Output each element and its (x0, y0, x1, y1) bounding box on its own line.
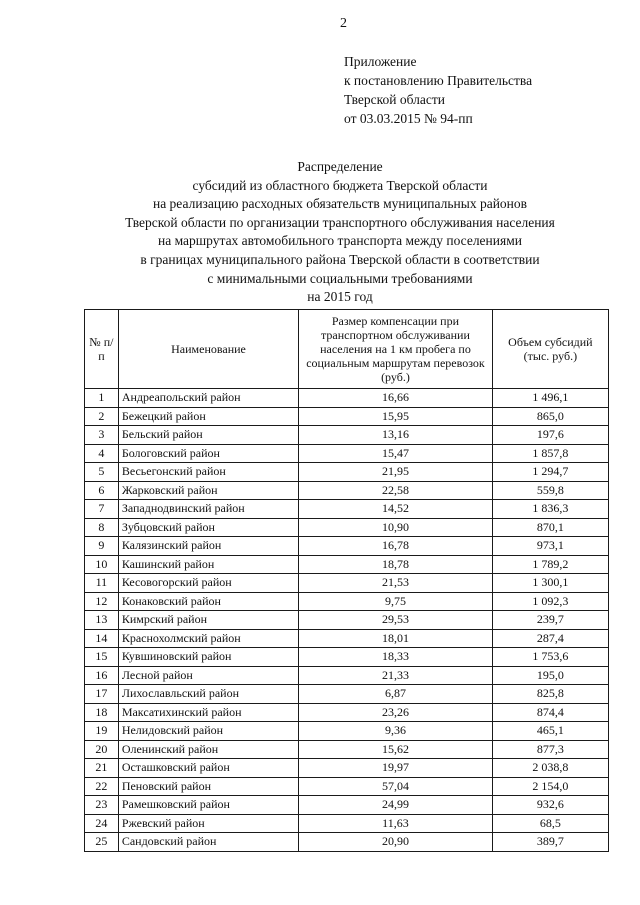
row-number: 6 (85, 481, 119, 500)
compensation-rate: 24,99 (299, 796, 493, 815)
table-row (85, 629, 609, 648)
district-name: Кашинский район (118, 555, 298, 574)
district-name: Весьегонский район (118, 463, 298, 482)
title-line: на реализацию расходных обязательств муниципальных районов (152, 196, 528, 212)
table-row (85, 389, 609, 408)
district-name: Бежецкий район (118, 407, 298, 426)
table-row (85, 648, 609, 667)
table-row (85, 500, 609, 519)
subsidy-amount: 559,8 (492, 481, 608, 500)
compensation-rate: 9,75 (299, 592, 493, 611)
subsidy-amount: 870,1 (492, 518, 608, 537)
row-number: 1 (85, 389, 119, 408)
district-name: Оленинский район (118, 740, 298, 759)
district-name: Калязинский район (118, 537, 298, 556)
header-num: № п/п (85, 310, 119, 389)
table-row (85, 537, 609, 556)
table-row (85, 722, 609, 741)
table-row (85, 426, 609, 445)
title-line: на 2015 год (307, 289, 373, 305)
row-number: 5 (85, 463, 119, 482)
subsidy-amount: 874,4 (492, 703, 608, 722)
title-line: в границах муниципального района Тверской области в соответствии (140, 251, 540, 267)
district-name: Бельский район (118, 426, 298, 445)
district-name: Кимрский район (118, 611, 298, 630)
subsidy-amount: 68,5 (492, 814, 608, 833)
district-name: Пеновский район (118, 777, 298, 796)
district-name: Ржевский район (118, 814, 298, 833)
district-name: Кувшиновский район (118, 648, 298, 667)
compensation-rate: 21,95 (299, 463, 493, 482)
document-title (60, 158, 620, 307)
district-name: Нелидовский район (118, 722, 298, 741)
subsidy-amount: 287,4 (492, 629, 608, 648)
compensation-rate: 16,78 (299, 537, 493, 556)
district-name: Андреапольский район (118, 389, 298, 408)
table-row (85, 759, 609, 778)
table-row (85, 814, 609, 833)
title-line: Тверской области по организации транспортного обслуживания населения (125, 214, 555, 230)
subsidy-amount: 1 294,7 (492, 463, 608, 482)
subsidy-amount: 865,0 (492, 407, 608, 426)
header-subsidy: Объем субсидий (тыс. руб.) (492, 310, 608, 389)
row-number: 10 (85, 555, 119, 574)
compensation-rate: 15,47 (299, 444, 493, 463)
table-row (85, 740, 609, 759)
compensation-rate: 29,53 (299, 611, 493, 630)
table-row (85, 833, 609, 852)
district-name: Кесовогорский район (118, 574, 298, 593)
district-name: Бологовский район (118, 444, 298, 463)
row-number: 11 (85, 574, 119, 593)
row-number: 12 (85, 592, 119, 611)
compensation-rate: 16,66 (299, 389, 493, 408)
row-number: 19 (85, 722, 119, 741)
compensation-rate: 19,97 (299, 759, 493, 778)
compensation-rate: 23,26 (299, 703, 493, 722)
table-row (85, 555, 609, 574)
subsidy-amount: 195,0 (492, 666, 608, 685)
title-line: субсидий из областного бюджета Тверской области (192, 177, 488, 193)
compensation-rate: 21,53 (299, 574, 493, 593)
table-header-row (85, 310, 609, 389)
subsidy-amount: 877,3 (492, 740, 608, 759)
district-name: Конаковский район (118, 592, 298, 611)
table-row (85, 666, 609, 685)
subsidy-amount: 1 753,6 (492, 648, 608, 667)
subsidy-amount: 1 496,1 (492, 389, 608, 408)
subsidy-amount: 2 038,8 (492, 759, 608, 778)
row-number: 24 (85, 814, 119, 833)
district-name: Зубцовский район (118, 518, 298, 537)
subsidy-amount: 932,6 (492, 796, 608, 815)
row-number: 13 (85, 611, 119, 630)
compensation-rate: 13,16 (299, 426, 493, 445)
table-row (85, 777, 609, 796)
page-number: 2 (340, 16, 347, 31)
table-row (85, 703, 609, 722)
compensation-rate: 10,90 (299, 518, 493, 537)
compensation-rate: 6,87 (299, 685, 493, 704)
district-name: Рамешковский район (118, 796, 298, 815)
row-number: 4 (85, 444, 119, 463)
compensation-rate: 18,78 (299, 555, 493, 574)
table-row (85, 611, 609, 630)
appendix-line: Приложение (344, 54, 417, 69)
district-name: Лесной район (118, 666, 298, 685)
title-line: на маршрутах автомобильного транспорта между поселениями (158, 233, 522, 249)
row-number: 3 (85, 426, 119, 445)
appendix-line: от 03.03.2015 № 94-пп (344, 111, 473, 126)
row-number: 14 (85, 629, 119, 648)
subsidy-amount: 973,1 (492, 537, 608, 556)
district-name: Западнодвинский район (118, 500, 298, 519)
row-number: 25 (85, 833, 119, 852)
subsidy-amount: 389,7 (492, 833, 608, 852)
compensation-rate: 22,58 (299, 481, 493, 500)
table-row (85, 518, 609, 537)
subsidy-amount: 1 836,3 (492, 500, 608, 519)
district-name: Максатихинский район (118, 703, 298, 722)
row-number: 15 (85, 648, 119, 667)
compensation-rate: 21,33 (299, 666, 493, 685)
row-number: 21 (85, 759, 119, 778)
compensation-rate: 11,63 (299, 814, 493, 833)
row-number: 17 (85, 685, 119, 704)
subsidy-amount: 1 857,8 (492, 444, 608, 463)
compensation-rate: 14,52 (299, 500, 493, 519)
district-name: Лихославльский район (118, 685, 298, 704)
compensation-rate: 18,01 (299, 629, 493, 648)
compensation-rate: 18,33 (299, 648, 493, 667)
table-row (85, 685, 609, 704)
subsidy-amount: 825,8 (492, 685, 608, 704)
compensation-rate: 15,62 (299, 740, 493, 759)
appendix-line: Тверской области (344, 92, 445, 107)
subsidy-amount: 465,1 (492, 722, 608, 741)
title-line: Распределение (297, 159, 383, 174)
table-row (85, 592, 609, 611)
row-number: 2 (85, 407, 119, 426)
appendix-line: к постановлению Правительства (344, 73, 533, 88)
table-body (85, 389, 609, 852)
subsidy-amount: 197,6 (492, 426, 608, 445)
subsidy-amount: 239,7 (492, 611, 608, 630)
subsidy-amount: 1 092,3 (492, 592, 608, 611)
subsidy-amount: 1 300,1 (492, 574, 608, 593)
table-row (85, 463, 609, 482)
table-row (85, 444, 609, 463)
subsidy-amount: 2 154,0 (492, 777, 608, 796)
district-name: Жарковский район (118, 481, 298, 500)
district-name: Краснохолмский район (118, 629, 298, 648)
row-number: 8 (85, 518, 119, 537)
row-number: 16 (85, 666, 119, 685)
district-name: Сандовский район (118, 833, 298, 852)
compensation-rate: 57,04 (299, 777, 493, 796)
header-name: Наименование (118, 310, 298, 389)
compensation-rate: 9,36 (299, 722, 493, 741)
row-number: 20 (85, 740, 119, 759)
subsidy-table (84, 309, 609, 852)
row-number: 18 (85, 703, 119, 722)
row-number: 22 (85, 777, 119, 796)
table-row (85, 796, 609, 815)
title-line: с минимальными социальными требованиями (207, 270, 473, 286)
header-rate: Размер компенсации при транспортном обслуживании населения на 1 км пробега по социальным маршрутам перевозок (руб.) (299, 310, 493, 389)
row-number: 23 (85, 796, 119, 815)
appendix-header (344, 52, 532, 128)
subsidy-amount: 1 789,2 (492, 555, 608, 574)
compensation-rate: 20,90 (299, 833, 493, 852)
district-name: Осташковский район (118, 759, 298, 778)
table-row (85, 481, 609, 500)
compensation-rate: 15,95 (299, 407, 493, 426)
row-number: 9 (85, 537, 119, 556)
table-row (85, 574, 609, 593)
row-number: 7 (85, 500, 119, 519)
table-row (85, 407, 609, 426)
